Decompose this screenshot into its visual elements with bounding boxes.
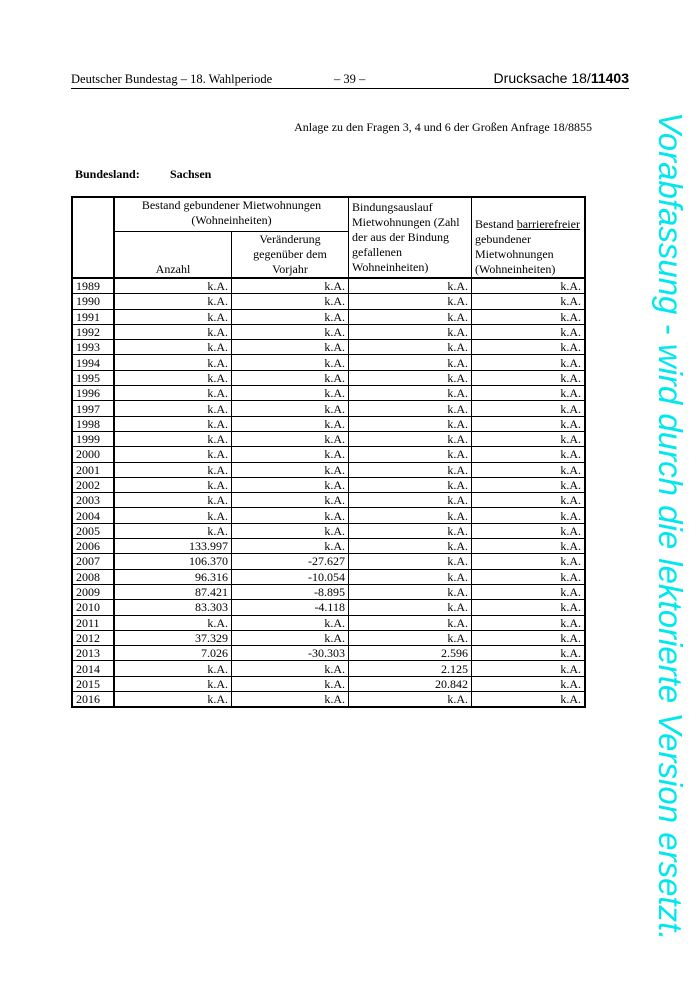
- header-bindungsauslauf: Bindungsauslauf Mietwohnungen (Zahl der aus der Bindung gefallenen Wohneinheiten): [349, 197, 472, 278]
- cell-year: 1994: [72, 355, 114, 370]
- header-barrierefrei: [472, 197, 585, 278]
- cell-barrierefrei: k.A.: [472, 477, 585, 492]
- table-row: [72, 493, 585, 508]
- cell-anzahl: k.A.: [114, 294, 232, 309]
- cell-barrierefrei: k.A.: [472, 386, 585, 401]
- cell-veraenderung: k.A.: [232, 477, 349, 492]
- cell-barrierefrei: k.A.: [472, 630, 585, 645]
- header-barrierefrei-underlined: barrierefreier: [516, 217, 580, 231]
- cell-year: 1990: [72, 294, 114, 309]
- cell-bindungsauslauf: k.A.: [349, 630, 472, 645]
- cell-barrierefrei: k.A.: [472, 355, 585, 370]
- cell-year: 2010: [72, 600, 114, 615]
- header-bestand: Bestand gebundener Mietwohnungen (Wohneinheiten): [114, 197, 349, 232]
- cell-veraenderung: k.A.: [232, 447, 349, 462]
- cell-bindungsauslauf: k.A.: [349, 294, 472, 309]
- bundesland-value: Sachsen: [170, 167, 212, 181]
- cell-anzahl: 87.421: [114, 584, 232, 599]
- cell-anzahl: k.A.: [114, 278, 232, 294]
- cell-year: 1996: [72, 386, 114, 401]
- cell-anzahl: k.A.: [114, 324, 232, 339]
- table-row: [72, 630, 585, 645]
- table-body: [72, 278, 585, 707]
- cell-anzahl: k.A.: [114, 401, 232, 416]
- cell-bindungsauslauf: k.A.: [349, 386, 472, 401]
- table-row: [72, 692, 585, 708]
- table-row: [72, 477, 585, 492]
- cell-year: 2004: [72, 508, 114, 523]
- cell-veraenderung: k.A.: [232, 431, 349, 446]
- cell-bindungsauslauf: 20.842: [349, 676, 472, 691]
- cell-anzahl: 106.370: [114, 554, 232, 569]
- cell-anzahl: k.A.: [114, 462, 232, 477]
- cell-veraenderung: k.A.: [232, 294, 349, 309]
- document-number-value: 11403: [590, 70, 629, 86]
- table-row: [72, 355, 585, 370]
- cell-year: 2008: [72, 569, 114, 584]
- cell-veraenderung: k.A.: [232, 370, 349, 385]
- table-row: [72, 386, 585, 401]
- cell-year: 2001: [72, 462, 114, 477]
- page-number: – 39 –: [334, 72, 366, 86]
- cell-bindungsauslauf: k.A.: [349, 692, 472, 708]
- cell-year: 1999: [72, 431, 114, 446]
- header-rule: [71, 88, 629, 89]
- cell-barrierefrei: k.A.: [472, 569, 585, 584]
- cell-veraenderung: k.A.: [232, 324, 349, 339]
- cell-anzahl: k.A.: [114, 355, 232, 370]
- cell-anzahl: k.A.: [114, 370, 232, 385]
- cell-veraenderung: -10.054: [232, 569, 349, 584]
- cell-veraenderung: k.A.: [232, 278, 349, 294]
- cell-bindungsauslauf: k.A.: [349, 324, 472, 339]
- table-row: [72, 401, 585, 416]
- cell-barrierefrei: k.A.: [472, 431, 585, 446]
- cell-veraenderung: k.A.: [232, 692, 349, 708]
- cell-anzahl: k.A.: [114, 493, 232, 508]
- cell-bindungsauslauf: k.A.: [349, 615, 472, 630]
- cell-barrierefrei: k.A.: [472, 462, 585, 477]
- cell-veraenderung: k.A.: [232, 661, 349, 676]
- cell-anzahl: k.A.: [114, 615, 232, 630]
- cell-veraenderung: k.A.: [232, 386, 349, 401]
- cell-year: 2012: [72, 630, 114, 645]
- table-row: [72, 600, 585, 615]
- cell-barrierefrei: k.A.: [472, 416, 585, 431]
- cell-bindungsauslauf: k.A.: [349, 340, 472, 355]
- header-barrierefrei-pre: Bestand: [475, 217, 517, 231]
- cell-anzahl: k.A.: [114, 508, 232, 523]
- cell-barrierefrei: k.A.: [472, 692, 585, 708]
- cell-barrierefrei: k.A.: [472, 447, 585, 462]
- cell-veraenderung: k.A.: [232, 355, 349, 370]
- cell-bindungsauslauf: k.A.: [349, 278, 472, 294]
- table-row: [72, 646, 585, 661]
- table-row: [72, 370, 585, 385]
- cell-barrierefrei: k.A.: [472, 278, 585, 294]
- table-row: [72, 309, 585, 324]
- cell-veraenderung: k.A.: [232, 676, 349, 691]
- cell-barrierefrei: k.A.: [472, 646, 585, 661]
- cell-veraenderung: k.A.: [232, 508, 349, 523]
- cell-barrierefrei: k.A.: [472, 370, 585, 385]
- cell-veraenderung: k.A.: [232, 309, 349, 324]
- header-veraenderung: Veränderung gegenüber dem Vorjahr: [232, 232, 349, 279]
- cell-barrierefrei: k.A.: [472, 600, 585, 615]
- bundesland-label: Bundesland:: [75, 167, 140, 181]
- cell-year: 1989: [72, 278, 114, 294]
- table-row: [72, 431, 585, 446]
- cell-barrierefrei: k.A.: [472, 554, 585, 569]
- cell-barrierefrei: k.A.: [472, 661, 585, 676]
- cell-veraenderung: k.A.: [232, 340, 349, 355]
- cell-veraenderung: k.A.: [232, 523, 349, 538]
- cell-anzahl: k.A.: [114, 676, 232, 691]
- cell-bindungsauslauf: k.A.: [349, 355, 472, 370]
- cell-bindungsauslauf: k.A.: [349, 554, 472, 569]
- cell-year: 2015: [72, 676, 114, 691]
- cell-anzahl: k.A.: [114, 386, 232, 401]
- header-barrierefrei-post: gebundener Mietwohnungen (Wohneinheiten): [475, 232, 556, 276]
- table-row: [72, 539, 585, 554]
- cell-year: 2006: [72, 539, 114, 554]
- table-row: [72, 661, 585, 676]
- table-row: [72, 676, 585, 691]
- cell-veraenderung: k.A.: [232, 539, 349, 554]
- cell-barrierefrei: k.A.: [472, 309, 585, 324]
- cell-year: 1992: [72, 324, 114, 339]
- cell-year: 2005: [72, 523, 114, 538]
- cell-veraenderung: k.A.: [232, 630, 349, 645]
- cell-year: 1995: [72, 370, 114, 385]
- cell-year: 2014: [72, 661, 114, 676]
- annex-note: Anlage zu den Fragen 3, 4 und 6 der Großen Anfrage 18/8855: [294, 120, 592, 134]
- cell-veraenderung: -8.895: [232, 584, 349, 599]
- cell-anzahl: k.A.: [114, 340, 232, 355]
- cell-barrierefrei: k.A.: [472, 493, 585, 508]
- cell-bindungsauslauf: k.A.: [349, 370, 472, 385]
- cell-bindungsauslauf: 2.596: [349, 646, 472, 661]
- cell-anzahl: 133.997: [114, 539, 232, 554]
- cell-bindungsauslauf: k.A.: [349, 523, 472, 538]
- cell-year: 1997: [72, 401, 114, 416]
- table-row: [72, 447, 585, 462]
- table-row: [72, 508, 585, 523]
- table-row: [72, 324, 585, 339]
- cell-veraenderung: k.A.: [232, 416, 349, 431]
- cell-barrierefrei: k.A.: [472, 508, 585, 523]
- cell-bindungsauslauf: k.A.: [349, 539, 472, 554]
- cell-year: 1993: [72, 340, 114, 355]
- cell-year: 2007: [72, 554, 114, 569]
- cell-bindungsauslauf: k.A.: [349, 584, 472, 599]
- cell-anzahl: 7.026: [114, 646, 232, 661]
- cell-barrierefrei: k.A.: [472, 615, 585, 630]
- header-year-blank: [72, 197, 114, 278]
- housing-table: [71, 196, 586, 708]
- cell-anzahl: k.A.: [114, 416, 232, 431]
- cell-year: 2016: [72, 692, 114, 708]
- cell-barrierefrei: k.A.: [472, 584, 585, 599]
- table-row: [72, 569, 585, 584]
- table-row: [72, 584, 585, 599]
- cell-barrierefrei: k.A.: [472, 340, 585, 355]
- header-anzahl: Anzahl: [114, 232, 232, 279]
- table-row: [72, 615, 585, 630]
- cell-bindungsauslauf: k.A.: [349, 431, 472, 446]
- cell-veraenderung: -30.303: [232, 646, 349, 661]
- cell-bindungsauslauf: k.A.: [349, 309, 472, 324]
- table-row: [72, 462, 585, 477]
- table-row: [72, 278, 585, 294]
- cell-barrierefrei: k.A.: [472, 676, 585, 691]
- cell-barrierefrei: k.A.: [472, 324, 585, 339]
- draft-watermark: Vorabfassung - wird durch die lektorierte Version ersetzt.: [652, 112, 689, 941]
- table-row: [72, 340, 585, 355]
- cell-year: 2000: [72, 447, 114, 462]
- document-number-prefix: Drucksache 18/: [493, 70, 591, 86]
- cell-anzahl: 83.303: [114, 600, 232, 615]
- cell-anzahl: k.A.: [114, 447, 232, 462]
- cell-barrierefrei: k.A.: [472, 401, 585, 416]
- table-row: [72, 554, 585, 569]
- cell-anzahl: k.A.: [114, 661, 232, 676]
- cell-bindungsauslauf: k.A.: [349, 462, 472, 477]
- header-parliament-period: Deutscher Bundestag – 18. Wahlperiode: [71, 72, 273, 86]
- cell-year: 2003: [72, 493, 114, 508]
- cell-veraenderung: k.A.: [232, 615, 349, 630]
- cell-barrierefrei: k.A.: [472, 294, 585, 309]
- cell-veraenderung: -4.118: [232, 600, 349, 615]
- cell-anzahl: k.A.: [114, 692, 232, 708]
- cell-anzahl: k.A.: [114, 477, 232, 492]
- cell-bindungsauslauf: k.A.: [349, 508, 472, 523]
- cell-anzahl: k.A.: [114, 431, 232, 446]
- cell-veraenderung: k.A.: [232, 462, 349, 477]
- table-row: [72, 523, 585, 538]
- cell-veraenderung: k.A.: [232, 493, 349, 508]
- cell-barrierefrei: k.A.: [472, 523, 585, 538]
- cell-bindungsauslauf: k.A.: [349, 600, 472, 615]
- cell-year: 1991: [72, 309, 114, 324]
- cell-veraenderung: k.A.: [232, 401, 349, 416]
- cell-anzahl: 96.316: [114, 569, 232, 584]
- cell-year: 2002: [72, 477, 114, 492]
- cell-bindungsauslauf: 2.125: [349, 661, 472, 676]
- cell-bindungsauslauf: k.A.: [349, 401, 472, 416]
- cell-year: 1998: [72, 416, 114, 431]
- table-row: [72, 294, 585, 309]
- document-number: [494, 70, 629, 86]
- cell-anzahl: k.A.: [114, 523, 232, 538]
- cell-year: 2009: [72, 584, 114, 599]
- cell-bindungsauslauf: k.A.: [349, 569, 472, 584]
- cell-year: 2011: [72, 615, 114, 630]
- cell-bindungsauslauf: k.A.: [349, 493, 472, 508]
- cell-anzahl: k.A.: [114, 309, 232, 324]
- cell-bindungsauslauf: k.A.: [349, 416, 472, 431]
- table-row: [72, 416, 585, 431]
- cell-barrierefrei: k.A.: [472, 539, 585, 554]
- cell-year: 2013: [72, 646, 114, 661]
- cell-bindungsauslauf: k.A.: [349, 447, 472, 462]
- cell-bindungsauslauf: k.A.: [349, 477, 472, 492]
- cell-veraenderung: -27.627: [232, 554, 349, 569]
- cell-anzahl: 37.329: [114, 630, 232, 645]
